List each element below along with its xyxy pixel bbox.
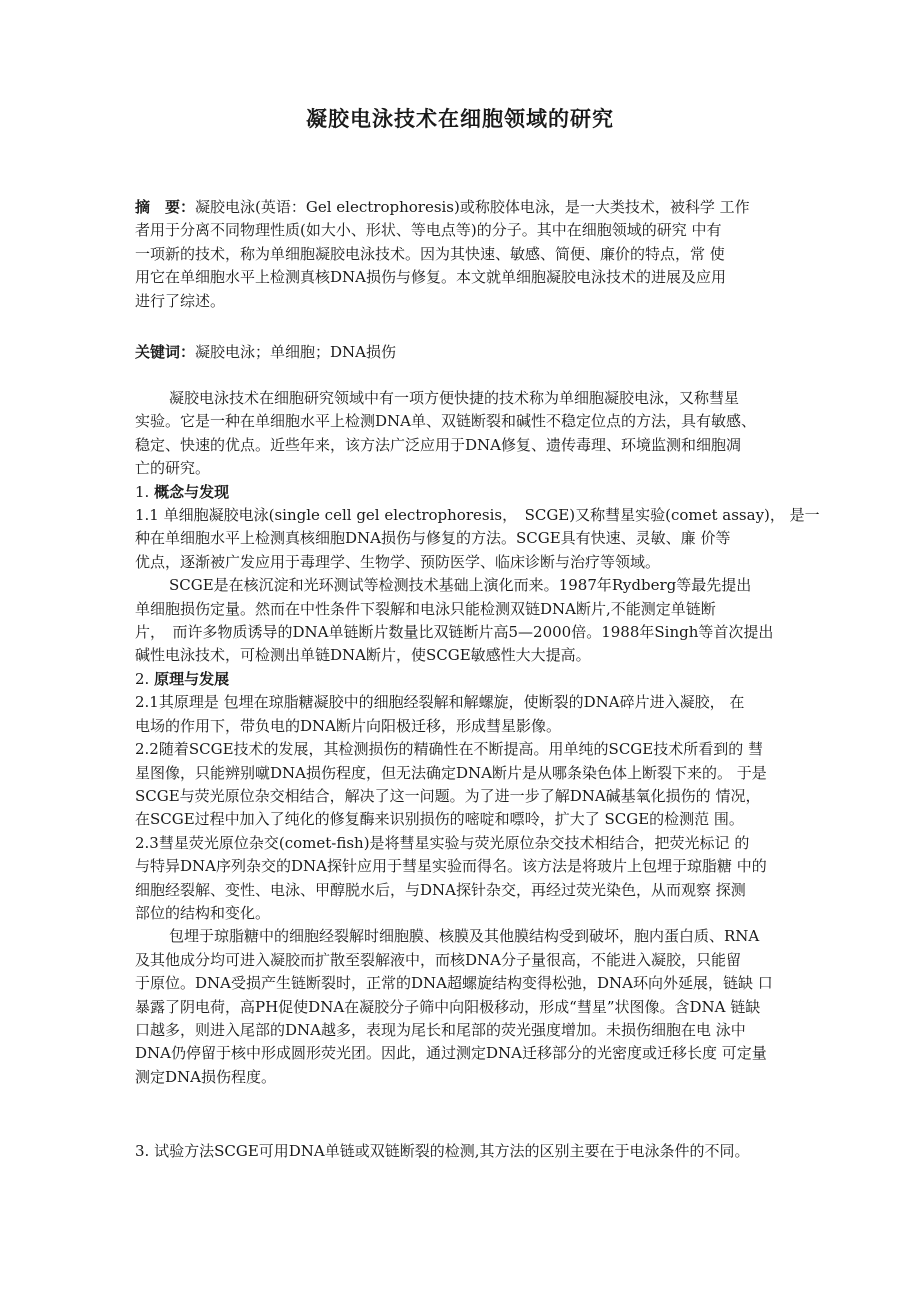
abstract-line: 用它在单细胞水平上检测真核DNA损伤与修复。本文就单细胞凝胶电泳技术的进展及应用: [135, 268, 726, 287]
body-text: [135, 387, 820, 1089]
s2-p4-line: 测定DNA损伤程度。: [135, 1067, 276, 1086]
s2-p3-line: 细胞经裂解、变性、电泳、甲醇脱水后，与DNA探针杂交，再经过荧光染色，从而观察 探测: [135, 880, 746, 899]
intro-line: 凝胶电泳技术在细胞研究领域中有一项方便快捷的技术称为单细胞凝胶电泳，又称彗星: [169, 389, 740, 407]
s1-p1-line: 优点，逐渐被广发应用于毒理学、生物学、预防医学、临床诊断与治疗等领域。: [135, 552, 661, 571]
keywords-label: 关键词：: [135, 343, 196, 361]
s1-p2-line: 碱性电泳技术，可检测出单链DNA断片，使SCGE敏感性大大提高。: [135, 646, 591, 665]
s2-p4-line: 于原位。DNA受损产生链断裂时，正常的DNA超螺旋结构变得松弛，DNA环向外延展，链缺 口: [135, 974, 773, 993]
section-3: [135, 1140, 790, 1163]
s2-p1-line: 电场的作用下，带负电的DNA断片向阳极迁移，形成彗星影像。: [135, 716, 561, 735]
abstract-line: 者用于分离不同物理性质(如大小、形状、等电点等)的分子。其中在细胞领域的研究 中有: [135, 221, 722, 240]
s2-p3-line: 部位的结构和变化。: [135, 903, 271, 922]
s2-p4-line: 口越多，则进入尾部的DNA越多，表现为尾长和尾部的荧光强度增加。未损伤细胞在电 泳中: [135, 1020, 746, 1039]
abstract-line: 进行了综述。: [135, 291, 226, 310]
s2-p4-line: DNA仍停留于核中形成圆形荧光团。因此，通过测定DNA迁移部分的光密度或迁移长度 可定量: [135, 1044, 767, 1063]
s2-p3-line: 与特异DNA序列杂交的DNA探针应用于彗星实验而得名。该方法是将玻片上包埋于琼脂糖 中的: [135, 857, 767, 876]
s2-p4-line: 包埋于琼脂糖中的细胞经裂解时细胞膜、核膜及其他膜结构受到破坏，胞内蛋白质、RNA: [169, 927, 760, 946]
s2-p2-line: SCGE与荧光原位杂交相结合，解决了这一问题。为了进一步了解DNA碱基氧化损伤的 情况，: [135, 786, 761, 805]
intro-line: 实验。它是一种在单细胞水平上检测DNA单、双链断裂和碱性不稳定位点的方法，具有敏感、: [135, 412, 756, 431]
abstract-line: 摘 要：凝胶电泳(英语：Gel electrophoresis)或称胶体电泳，是一大类技术，被科学 工作: [135, 198, 750, 216]
s2-p4-line: 及其他成分均可进入凝胶而扩散至裂解液中，而核DNA分子量很高，不能进入凝胶，只能留: [135, 950, 741, 969]
s2-p2-line: 在SCGE过程中加入了纯化的修复酶来识别损伤的嘧啶和嘌呤，扩大了 SCGE的检测范 围。: [135, 810, 744, 829]
intro-line: 稳定、快速的优点。近些年来，该方法广泛应用于DNA修复、遗传毒理、环境监测和细胞凋: [135, 435, 741, 454]
s1-p2-line: SCGE是在核沉淀和光环测试等检测技术基础上演化而来。1987年Rydberg等最先提出: [169, 576, 752, 595]
section-heading-2: 2. 原理与发展: [135, 669, 230, 688]
intro-line: 亡的研究。: [135, 459, 211, 478]
paper-title: 凝胶电泳技术在细胞领域的研究: [306, 106, 614, 131]
keywords-text: 凝胶电泳；单细胞；DNA损伤: [195, 343, 397, 361]
keywords: [135, 341, 790, 364]
s1-p2-line: 片， 而许多物质诱导的DNA单链断片数量比双链断片高5—2000倍。1988年Singh等首次提出: [135, 623, 774, 642]
s1-p1-line: 种在单细胞水平上检测真核细胞DNA损伤与修复的方法。SCGE具有快速、灵敏、廉 价等: [135, 529, 731, 548]
s2-p4-line: 暴露了阴电荷，高PH促使DNA在凝胶分子筛中向阳极移动，形成“彗星”状图像。含DNA 链缺: [135, 997, 761, 1016]
s2-p1-line: 2.1其原理是 包埋在琼脂糖凝胶中的细胞经裂解和解螺旋，使断裂的DNA碎片进入凝胶， 在: [135, 693, 745, 712]
abstract-label: 摘 要：: [135, 198, 196, 216]
s2-p3-line: 2.3彗星荧光原位杂交(comet-fish)是将彗星实验与荧光原位杂交技术相结合，把荧光标记 的: [135, 833, 750, 852]
s2-p2-line: 2.2随着SCGE技术的发展，其检测损伤的精确性在不断提高。用单纯的SCGE技术所看到的 彗: [135, 740, 763, 759]
abstract: [135, 196, 790, 313]
s1-p1-line: 1.1 单细胞凝胶电泳(single cell gel electrophoresis， SCGE)又称彗星实验(comet assay)， 是一: [135, 506, 820, 525]
section-heading-1: 1. 概念与发现: [135, 482, 230, 501]
section3-text: 3. 试验方法SCGE可用DNA单链或双链断裂的检测,其方法的区别主要在于电泳条件的不同。: [135, 1142, 750, 1160]
s2-p2-line: 星图像，只能辨别噈DNA损伤程度，但无法确定DNA断片是从哪条染色体上断裂下来的。 于是: [135, 763, 767, 782]
abstract-line: 一项新的技术，称为单细胞凝胶电泳技术。因为其快速、敏感、简便、廉价的特点，常 使: [135, 244, 725, 263]
s1-p2-line: 单细胞损伤定量。然而在中性条件下裂解和电泳只能检测双链DNA断片,不能测定单链断: [135, 599, 716, 618]
